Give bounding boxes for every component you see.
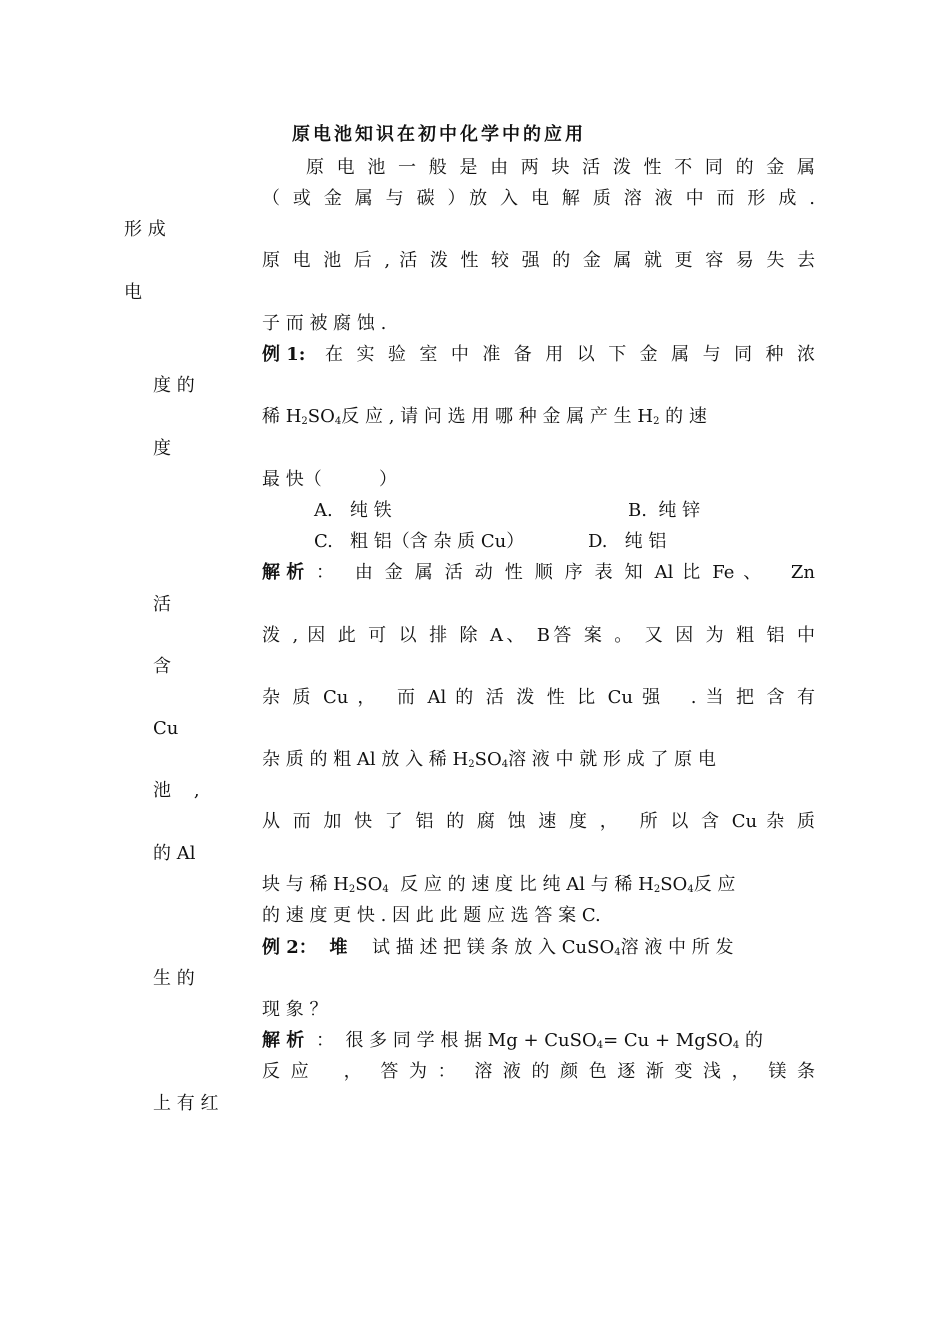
- intro-line-4: 子 而 被 腐 蚀 .: [262, 313, 387, 334]
- margin-note: 形 成: [124, 219, 166, 240]
- example-2-line-2: 现 象 ？: [262, 999, 328, 1020]
- page-title: 原电池知识在初中化学中的应用: [292, 124, 586, 145]
- subscript: 2: [653, 416, 660, 427]
- text-run: 试 描 述 把 镁 条 放 入 CuSO: [372, 937, 615, 958]
- subscript: 4: [732, 1040, 740, 1051]
- option-b: B. 纯 锌: [628, 500, 701, 521]
- subscript: 2: [348, 884, 356, 895]
- subscript: 2: [468, 759, 475, 770]
- analysis-1-label: 解 析: [262, 562, 305, 583]
- example-1-line-1: 在 实 验 室 中 准 备 用 以 下 金 属 与 同 种 浓: [325, 344, 815, 365]
- text-run: SO: [307, 406, 335, 427]
- analysis-2-line-2: 反 应 ， 答 为 ： 溶 液 的 颜 色 逐 渐 变 浅 ， 镁 条: [262, 1061, 815, 1082]
- text-run: 反 应 的 速 度 比 纯 Al 与 稀 H: [388, 874, 654, 895]
- margin-note: 活: [153, 594, 171, 615]
- analysis-1-line-7: 的 速 度 更 快 . 因 此 此 题 应 选 答 案 C.: [262, 905, 601, 926]
- margin-note: 电: [124, 282, 142, 303]
- option-d: D. 纯 铝: [588, 531, 667, 552]
- text-run: 块 与 稀 H: [262, 874, 349, 895]
- text-run: 溶 液 中 所 发: [620, 937, 734, 958]
- example-1-line-3: 最 快（ ）: [262, 469, 397, 490]
- text-run: 溶 液 中 就 形 成 了 原 电: [508, 749, 716, 770]
- text-run: SO: [474, 749, 502, 770]
- subscript: 4: [596, 1040, 604, 1051]
- text-run: ： 很 多 同 学 根 据 Mg + CuSO: [316, 1030, 597, 1051]
- margin-note: 含: [153, 656, 171, 677]
- margin-note: 池 ,: [153, 780, 200, 801]
- analysis-2-line-1: [316, 1030, 763, 1057]
- text-run: = Cu + MgSO: [603, 1030, 733, 1051]
- text-run: 稀 H: [262, 406, 302, 427]
- text-run: 反 应: [693, 874, 736, 895]
- margin-note: Cu: [153, 718, 179, 739]
- text-run: 杂 质 的 粗 Al 放 入 稀 H: [262, 749, 469, 770]
- text-run: SO: [660, 874, 688, 895]
- example-label: 例 1:: [262, 344, 306, 365]
- margin-note: 度 的: [153, 375, 195, 396]
- subscript: 2: [653, 884, 661, 895]
- example-2-label: 例 2： 堆: [262, 937, 348, 958]
- analysis-1-line-4: [262, 749, 716, 776]
- analysis-1-line-2: 泼 , 因 此 可 以 排 除 A、 B答 案 。 又 因 为 粗 铝 中: [262, 625, 815, 646]
- subscript: 2: [301, 416, 308, 427]
- example-1-label: [262, 344, 305, 366]
- text-run: 的: [739, 1030, 763, 1051]
- analysis-1-line-5: 从 而 加 快 了 铝 的 腐 蚀 速 度 ， 所 以 含 Cu 杂 质: [262, 811, 815, 832]
- intro-line-2: （ 或 金 属 与 碳 ）放 入 电 解 质 溶 液 中 而 形 成 .: [262, 188, 815, 209]
- margin-note: 上 有 红: [153, 1093, 219, 1114]
- example-2-line-1: [372, 937, 734, 964]
- margin-note: 的 Al: [153, 843, 196, 864]
- text-run: SO: [355, 874, 383, 895]
- subscript: 4: [334, 416, 342, 427]
- intro-line-1: 原 电 池 一 般 是 由 两 块 活 泼 性 不 同 的 金 属: [306, 157, 815, 178]
- analysis-1-line-6: [262, 874, 735, 901]
- subscript: 4: [501, 759, 509, 770]
- text-run: 的 速: [659, 406, 707, 427]
- subscript: 4: [382, 884, 389, 895]
- option-c: C. 粗 铝（含 杂 质 Cu）: [314, 531, 525, 552]
- subscript: 4: [687, 884, 694, 895]
- intro-line-3: 原 电 池 后 , 活 泼 性 较 强 的 金 属 就 更 容 易 失 去: [262, 250, 815, 271]
- subscript: 4: [614, 947, 621, 958]
- analysis-1-line-3: 杂 质 Cu ， 而 Al 的 活 泼 性 比 Cu 强 . 当 把 含 有: [262, 687, 815, 708]
- option-a: A. 纯 铁: [314, 500, 392, 521]
- example-1-line-2: [262, 406, 707, 433]
- text-run: 反 应 , 请 问 选 用 哪 种 金 属 产 生 H: [341, 406, 654, 427]
- margin-note: 度: [153, 438, 171, 459]
- margin-note: 生 的: [153, 968, 195, 989]
- analysis-2-label: 解 析: [262, 1030, 305, 1051]
- analysis-1-line-1: ： 由 金 属 活 动 性 顺 序 表 知 Al 比 Fe 、 Zn: [316, 562, 815, 583]
